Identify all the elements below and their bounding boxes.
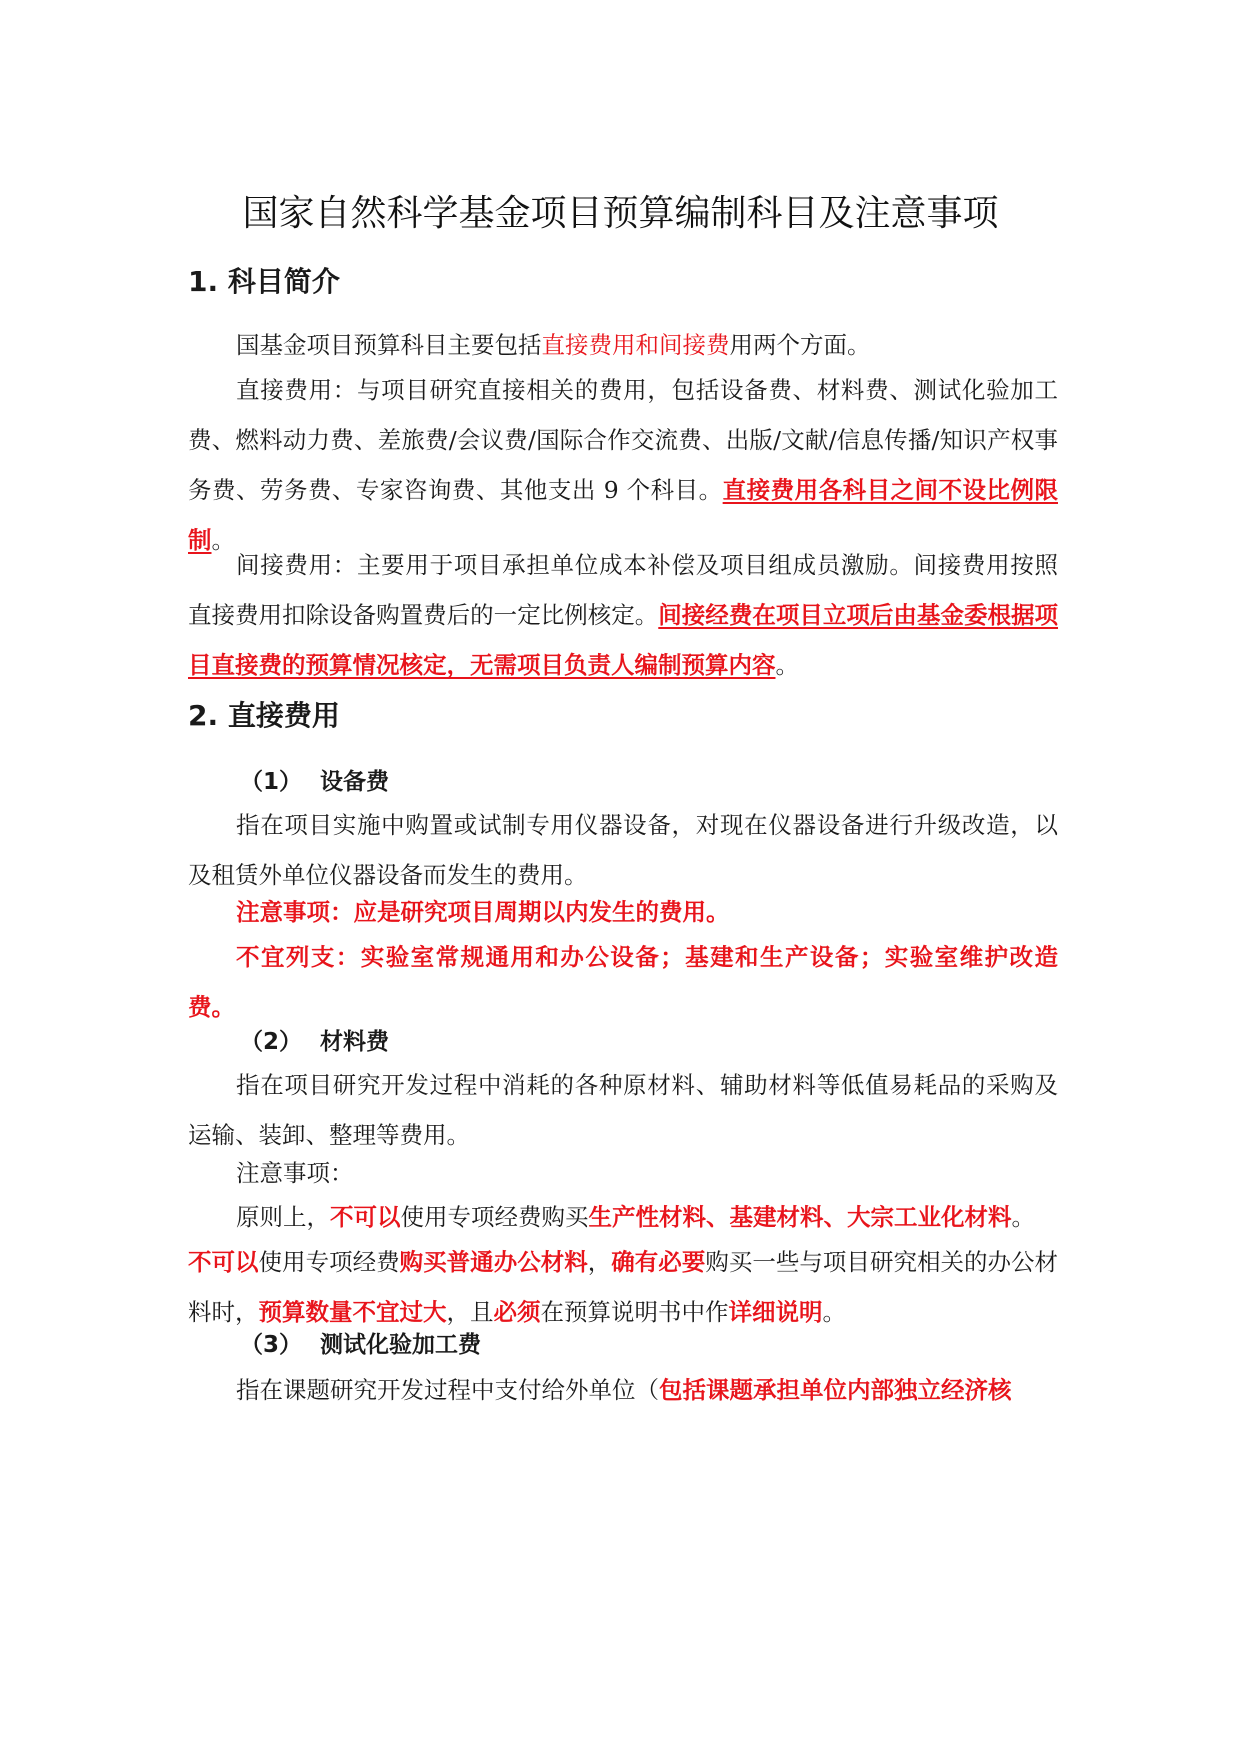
section-heading-intro: 1. 科目简介 [188,265,340,298]
materials-rule-1: 原则上，不可以使用专项经费购买生产性材料、基建材料、大宗工业化材料。 [236,1203,1035,1231]
materials-rule-2: 不可以使用专项经费购买普通办公材料，确有必要购买一些与项目研究相关的办公材料时，预算数量不宜过大，且必须在预算说明书中作详细说明。 [188,1248,1059,1326]
equipment-not-allowed: 不宜列支：实验室常规通用和办公设备；基建和生产设备；实验室维护改造费。 [188,943,1058,1021]
direct-cost-paragraph: 直接费用：与项目研究直接相关的费用，包括设备费、材料费、测试化验加工费、燃料动力费、差旅费/会议费/国际合作交流费、出版/文献/信息传播/知识产权事务费、劳务费、专家咨询费、其他支出 9 个科目。直接费用各科目之间不设比例限制。 [188,376,1058,554]
equipment-note: 注意事项：应是研究项目周期以内发生的费用。 [236,898,730,926]
materials-description: 指在项目研究开发过程中消耗的各种原材料、辅助材料等低值易耗品的采购及运输、装卸、整理等费用。 [188,1071,1058,1149]
indirect-cost-paragraph: 间接费用：主要用于项目承担单位成本补偿及项目组成员激励。间接费用按照直接费用扣除设备购置费后的一定比例核定。间接经费在项目立项后由基金委根据项目直接费的预算情况核定，无需项目负责人编制预算内容。 [188,551,1059,679]
testing-description: 指在课题研究开发过程中支付给外单位（包括课题承担单位内部独立经济核 [236,1376,1012,1404]
equipment-description: 指在项目实施中购置或试制专用仪器设备，对现在仪器设备进行升级改造，以及租赁外单位仪器设备而发生的费用。 [188,811,1058,889]
materials-note-label: 注意事项： [236,1159,354,1187]
subheading-testing: （3） 测试化验加工费 [240,1332,481,1358]
subheading-materials: （2） 材料费 [240,1029,389,1055]
intro-paragraph: 国基金项目预算科目主要包括直接费用和间接费用两个方面。 [236,331,871,359]
subheading-equipment: （1） 设备费 [240,769,389,795]
page-title: 国家自然科学基金项目预算编制科目及注意事项 [242,193,999,234]
section-heading-direct-costs: 2. 直接费用 [188,699,340,732]
